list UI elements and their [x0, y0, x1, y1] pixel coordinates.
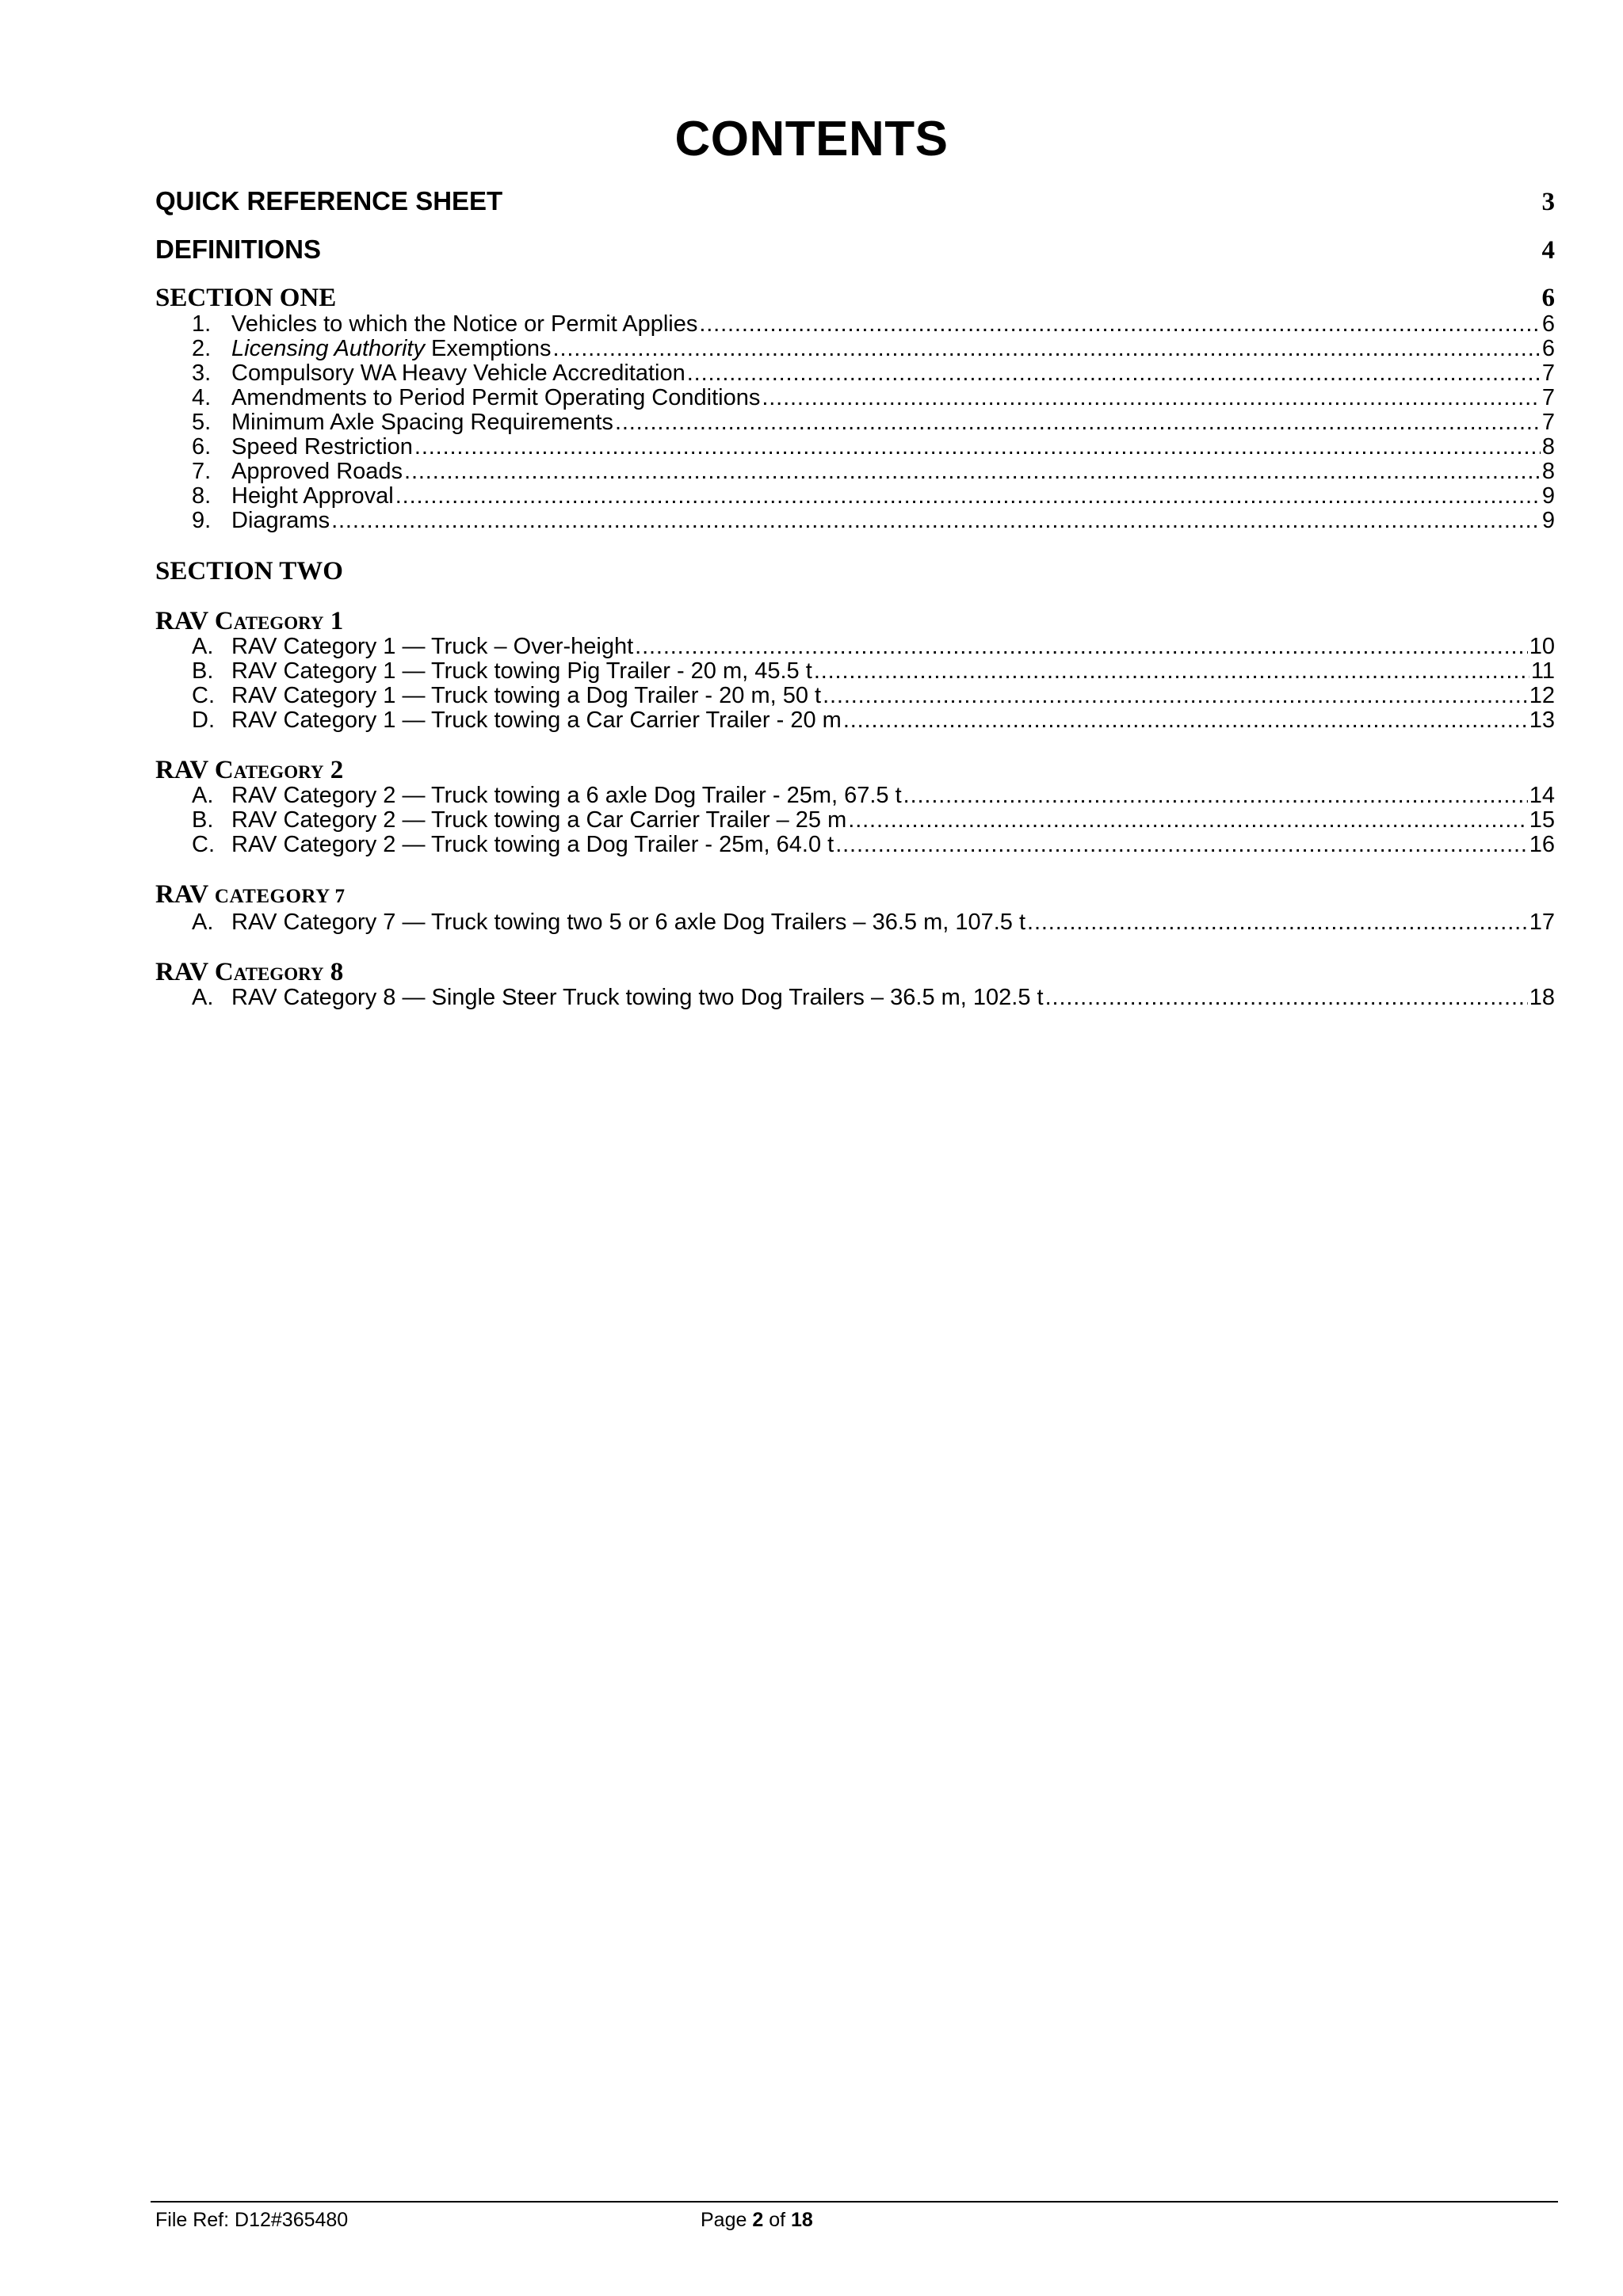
entry-title: RAV Category 2 — Truck towing a Car Carrier Trailer – 25 m [231, 807, 847, 833]
toc-entry[interactable] [155, 435, 1555, 460]
entry-page: 16 [1529, 832, 1555, 857]
entry-page: 15 [1529, 807, 1555, 833]
category-7-prefix: RAV [155, 880, 215, 909]
section-heading-label: SECTION TWO [155, 557, 343, 585]
toc-entry[interactable] [155, 635, 1555, 659]
entry-title: Approved Roads [231, 459, 403, 484]
entry-title: RAV Category 1 — Truck – Over-height [231, 634, 634, 659]
entry-title: RAV Category 8 — Single Steer Truck towing two Dog Trailers – 36.5 m, 102.5 t [231, 985, 1044, 1010]
entry-title: RAV Category 2 — Truck towing a Dog Trailer - 25m, 64.0 t [231, 832, 834, 857]
dot-leader [553, 337, 1541, 361]
entry-number: 9. [192, 508, 212, 533]
entry-number: 4. [192, 385, 212, 410]
entry-page: 18 [1529, 985, 1555, 1010]
entry-title: Compulsory WA Heavy Vehicle Accreditation [231, 360, 685, 386]
entry-title: RAV Category 1 — Truck towing a Dog Trailer - 20 m, 50 t [231, 683, 822, 708]
footer-divider [151, 2201, 1558, 2203]
dot-leader [848, 808, 1527, 833]
entry-page: 12 [1529, 683, 1555, 708]
toc-entry[interactable] [155, 833, 1555, 857]
toc-entry[interactable] [155, 312, 1555, 337]
entry-page: 7 [1541, 360, 1555, 386]
toc-entry[interactable] [155, 410, 1555, 435]
toc-entry[interactable] [155, 484, 1555, 509]
entry-page: 9 [1541, 483, 1555, 509]
entry-number: 7. [192, 459, 212, 484]
category-heading-7[interactable] [155, 881, 1555, 910]
entry-page: 8 [1541, 459, 1555, 484]
dot-leader [762, 386, 1541, 410]
page-total: 18 [791, 2209, 813, 2231]
dot-leader [331, 509, 1541, 533]
dot-leader [843, 708, 1528, 733]
entry-page: 9 [1541, 508, 1555, 533]
toc-heading-label: DEFINITIONS [155, 235, 322, 264]
entry-page: 17 [1529, 910, 1555, 935]
toc-definitions[interactable] [155, 234, 1555, 266]
entry-letter: B. [192, 658, 214, 684]
table-of-contents [155, 185, 1555, 1010]
page-indicator [701, 2209, 813, 2232]
toc-entry[interactable] [155, 361, 1555, 386]
entry-number: 1. [192, 311, 212, 337]
entry-title: Diagrams [231, 508, 330, 533]
dot-leader [404, 460, 1541, 484]
entry-title: RAV Category 1 — Truck towing a Car Carrier Trailer - 20 m [231, 707, 842, 733]
entry-letter: A. [192, 783, 214, 808]
dot-leader [1045, 986, 1528, 1010]
entry-title: Vehicles to which the Notice or Permit Applies [231, 311, 698, 337]
entry-letter: C. [192, 832, 215, 857]
entry-title: Minimum Axle Spacing Requirements [231, 410, 613, 435]
page-prefix: Page [701, 2209, 753, 2231]
toc-entry[interactable] [155, 659, 1555, 684]
dot-leader [687, 361, 1541, 386]
entry-title-rest: Exemptions [424, 336, 552, 361]
entry-title [231, 337, 552, 361]
entry-page: 11 [1530, 658, 1555, 684]
dot-leader [814, 659, 1529, 684]
entry-number: 2. [192, 336, 212, 361]
entry-title: Speed Restriction [231, 434, 413, 460]
category-heading-2[interactable]: RAV Category 2 [155, 756, 344, 784]
section-heading-label: SECTION ONE [155, 284, 337, 312]
dot-leader [823, 684, 1528, 708]
entry-page: 6 [1541, 311, 1555, 337]
entry-title: Amendments to Period Permit Operating Conditions [231, 385, 761, 410]
toc-section-one[interactable] [155, 284, 1555, 312]
toc-entry[interactable] [155, 708, 1555, 733]
entry-title-italic: Licensing Authority [231, 336, 425, 361]
category-7-word: CATEGORY 7 [214, 886, 346, 907]
entry-number: 3. [192, 360, 212, 386]
dot-leader [635, 635, 1528, 659]
entry-letter: C. [192, 683, 215, 708]
entry-title: Height Approval [231, 483, 394, 509]
dot-leader [903, 784, 1528, 808]
toc-entry[interactable] [155, 337, 1555, 361]
entry-number: 6. [192, 434, 212, 460]
dot-leader [395, 484, 1541, 509]
dot-leader [699, 312, 1541, 337]
entry-letter: D. [192, 707, 215, 733]
entry-page: 13 [1529, 707, 1555, 733]
toc-page-number: 3 [1541, 188, 1555, 216]
entry-page: 7 [1541, 385, 1555, 410]
toc-page-number: 6 [1541, 284, 1555, 312]
entry-title: RAV Category 1 — Truck towing Pig Trailer - 20 m, 45.5 t [231, 658, 812, 684]
entry-page: 14 [1529, 783, 1555, 808]
toc-entry[interactable] [155, 509, 1555, 533]
toc-entry[interactable] [155, 460, 1555, 484]
toc-entry[interactable] [155, 910, 1555, 935]
dot-leader [1027, 910, 1528, 935]
entry-number: 8. [192, 483, 212, 509]
entry-letter: A. [192, 634, 214, 659]
entry-letter: A. [192, 910, 214, 935]
toc-quick-reference-sheet[interactable] [155, 185, 1555, 218]
toc-entry[interactable] [155, 808, 1555, 833]
toc-section-two[interactable] [155, 557, 1555, 585]
page-of: of [763, 2209, 791, 2231]
entry-title: RAV Category 7 — Truck towing two 5 or 6 axle Dog Trailers – 36.5 m, 107.5 t [231, 910, 1026, 935]
category-heading-1[interactable]: RAV Category 1 [155, 607, 344, 635]
file-reference: File Ref: D12#365480 [155, 2209, 349, 2231]
page-current: 2 [752, 2209, 764, 2231]
dot-leader [414, 435, 1541, 460]
entry-letter: A. [192, 985, 214, 1010]
entry-page: 10 [1529, 634, 1555, 659]
dot-leader [835, 833, 1528, 857]
entry-page: 8 [1541, 434, 1555, 460]
entry-page: 7 [1541, 410, 1555, 435]
entry-title: RAV Category 2 — Truck towing a 6 axle Dog Trailer - 25m, 67.5 t [231, 783, 902, 808]
toc-entry[interactable] [155, 684, 1555, 708]
category-heading-8[interactable]: RAV Category 8 [155, 958, 344, 986]
dot-leader [615, 410, 1541, 435]
entry-page: 6 [1541, 336, 1555, 361]
page-title: CONTENTS [674, 112, 949, 166]
toc-entry[interactable] [155, 986, 1555, 1010]
toc-page-number: 4 [1541, 236, 1555, 265]
entry-letter: B. [192, 807, 214, 833]
toc-entry[interactable] [155, 784, 1555, 808]
toc-heading-label: QUICK REFERENCE SHEET [155, 186, 503, 215]
entry-number: 5. [192, 410, 212, 435]
toc-entry[interactable] [155, 386, 1555, 410]
